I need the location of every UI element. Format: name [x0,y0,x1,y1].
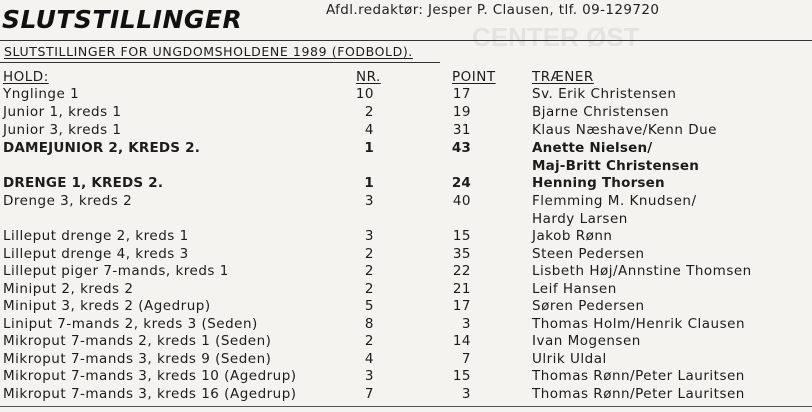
row-nr: 2 [364,281,374,297]
row-coach: Jakob Rønn [532,228,613,244]
row-coach: Sv. Erik Christensen [532,86,677,102]
row-nr: 2 [364,263,374,279]
row-team: Mikroput 7-mands 2, kreds 1 (Seden) [3,333,272,349]
page-title: SLUTSTILLINGER [2,5,243,34]
row-coach: Lisbeth Høj/Annstine Thomsen [532,263,752,279]
row-nr: 8 [364,316,374,332]
row-coach: Flemming M. Knudsen/ [532,193,697,209]
row-points: 7 [461,351,471,367]
row-nr: 2 [364,333,374,349]
row-team: Mikroput 7-mands 3, kreds 16 (Agedrup) [3,386,297,402]
row-nr: 1 [364,140,374,156]
row-points: 17 [452,298,471,314]
row-points: 43 [451,140,471,156]
header-coach: TRÆNER [532,69,594,85]
row-coach: Hardy Larsen [532,210,628,227]
row-nr: 4 [364,351,374,367]
row-team: Lilleput piger 7-mands, kreds 1 [3,263,229,279]
row-points: 15 [452,228,471,244]
row-points: 17 [452,86,471,102]
row-nr: 7 [364,386,374,402]
header-team: HOLD: [3,69,49,85]
row-coach: Anette Nielsen/ [532,140,653,156]
row-points: 19 [452,104,471,120]
row-points: 31 [452,122,471,138]
row-points: 3 [461,386,471,402]
divider-under-subtitle [0,62,440,63]
row-nr: 2 [364,246,374,262]
row-points: 40 [452,193,471,209]
divider-bottom [0,406,812,407]
row-points: 35 [452,246,471,262]
row-coach: Thomas Holm/Henrik Clausen [532,316,745,332]
row-coach: Thomas Rønn/Peter Lauritsen [532,368,745,384]
row-coach: Klaus Næshave/Kenn Due [532,122,717,138]
row-nr: 4 [364,122,374,138]
row-nr: 3 [364,228,374,244]
header-nr: NR. [356,69,381,85]
row-team: Drenge 3, kreds 2 [3,193,133,209]
row-team: DRENGE 1, KREDS 2. [3,175,164,191]
row-points: 3 [461,316,471,332]
row-nr: 10 [355,86,374,102]
divider-top [0,40,812,41]
row-points: 21 [452,281,471,297]
row-nr: 3 [364,368,374,384]
row-nr: 3 [364,193,374,209]
row-coach: Thomas Rønn/Peter Lauritsen [532,386,745,402]
row-coach: Bjarne Christensen [532,104,670,120]
row-nr: 5 [364,298,374,314]
row-team: Mikroput 7-mands 3, kreds 9 (Seden) [3,351,272,367]
row-points: 14 [452,333,471,349]
editor-line: Afdl.redaktør: Jesper P. Clausen, tlf. 09-129720 [326,2,660,18]
row-team: DAMEJUNIOR 2, KREDS 2. [3,140,201,156]
row-team: Liniput 7-mands 2, kreds 3 (Seden) [3,316,258,332]
row-team: Lilleput drenge 4, kreds 3 [3,246,189,262]
row-coach: Leif Hansen [532,281,617,297]
row-coach: Henning Thorsen [532,175,665,191]
header-points: POINT [452,69,496,85]
table-subtitle: SLUTSTILLINGER FOR UNGDOMSHOLDENE 1989 (FODBOLD). [4,44,413,59]
row-coach: Søren Pedersen [532,298,645,314]
row-points: 22 [452,263,471,279]
show-through-text: CENTER ØST [472,22,640,52]
row-team: Junior 1, kreds 1 [3,104,122,120]
row-coach: Ivan Mogensen [532,333,641,349]
row-coach: Maj-Britt Christensen [532,157,700,174]
row-nr: 1 [364,175,374,191]
row-team: Junior 3, kreds 1 [3,122,122,138]
row-coach: Steen Pedersen [532,246,645,262]
row-nr: 2 [364,104,374,120]
row-points: 15 [452,368,471,384]
row-points: 24 [451,175,471,191]
row-team: Miniput 3, kreds 2 (Agedrup) [3,298,211,314]
row-team: Mikroput 7-mands 3, kreds 10 (Agedrup) [3,368,297,384]
row-team: Miniput 2, kreds 2 [3,281,134,297]
row-team: Ynglinge 1 [3,86,80,102]
row-coach: Ulrik Uldal [532,351,607,367]
row-team: Lilleput drenge 2, kreds 1 [3,228,189,244]
